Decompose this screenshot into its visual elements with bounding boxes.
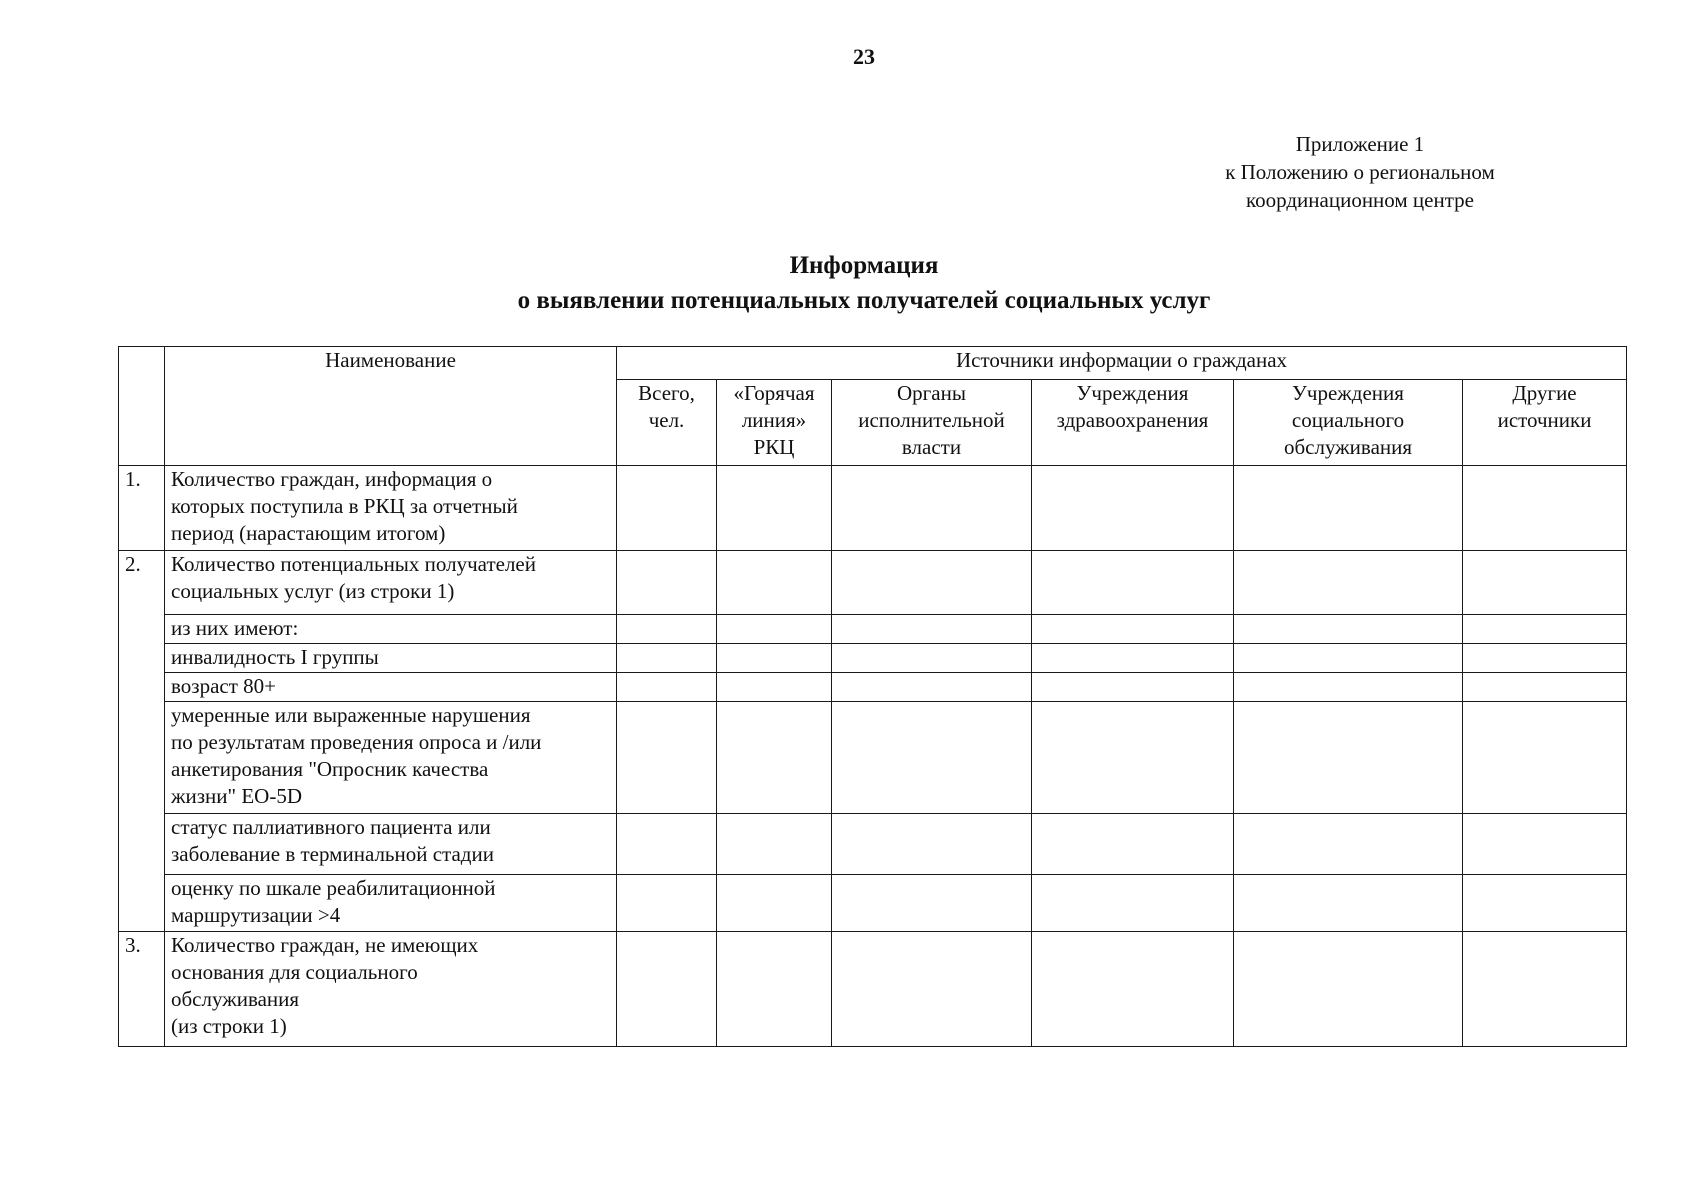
data-cell [1032, 875, 1234, 932]
title-line-2: о выявлении потенциальных получателей социальных услуг [517, 287, 1211, 314]
appendix-line-2: к Положению о региональном [1225, 160, 1495, 184]
column-header-executive-authorities: Органы исполнительной власти [832, 380, 1032, 466]
data-cell [617, 551, 717, 615]
data-cell [1463, 702, 1627, 814]
row-label: инвалидность I группы [165, 644, 617, 673]
table-row [119, 673, 1627, 702]
data-cell [1234, 702, 1463, 814]
data-cell [832, 814, 1032, 875]
data-cell [717, 644, 832, 673]
table-row [119, 814, 1627, 875]
data-cell [617, 932, 717, 1047]
row-number: 1. [119, 466, 165, 551]
table-row [119, 644, 1627, 673]
data-cell [1463, 615, 1627, 644]
data-cell [1032, 466, 1234, 551]
sources-header: Источники информации о гражданах [617, 347, 1627, 380]
column-header-social-service: Учреждения социального обслуживания [1234, 380, 1463, 466]
data-cell [1032, 932, 1234, 1047]
page-number: 23 [853, 44, 875, 69]
data-cell [717, 702, 832, 814]
data-cell [717, 551, 832, 615]
data-cell [1032, 551, 1234, 615]
document-title [300, 248, 1428, 318]
data-cell [1463, 466, 1627, 551]
data-cell [1032, 702, 1234, 814]
data-cell [1463, 875, 1627, 932]
data-cell [1234, 644, 1463, 673]
data-cell [1234, 615, 1463, 644]
data-cell [1463, 814, 1627, 875]
data-cell [1234, 932, 1463, 1047]
data-cell [617, 875, 717, 932]
data-cell [1032, 673, 1234, 702]
data-cell [832, 551, 1032, 615]
data-cell [617, 673, 717, 702]
column-header-total: Всего, чел. [617, 380, 717, 466]
data-cell [1234, 551, 1463, 615]
row-label: оценку по шкале реабилитационной маршрутизации >4 [165, 875, 617, 932]
column-header-other-sources: Другие источники [1463, 380, 1627, 466]
data-cell [617, 615, 717, 644]
data-cell [1234, 814, 1463, 875]
data-cell [832, 702, 1032, 814]
data-cell [832, 932, 1032, 1047]
table-row [119, 702, 1627, 814]
name-header: Наименование [165, 347, 617, 466]
number-header-cell [119, 347, 165, 466]
report-table [118, 346, 1627, 1047]
data-cell [832, 615, 1032, 644]
row-label: из них имеют: [165, 615, 617, 644]
data-cell [1234, 673, 1463, 702]
column-header-hotline: «Горячая линия» РКЦ [717, 380, 832, 466]
data-cell [1463, 673, 1627, 702]
data-cell [832, 644, 1032, 673]
row-number: 3. [119, 932, 165, 1047]
data-cell [617, 644, 717, 673]
data-cell [717, 466, 832, 551]
data-cell [717, 932, 832, 1047]
appendix-line-3: координационном центре [1246, 188, 1474, 212]
data-cell [617, 702, 717, 814]
data-cell [617, 466, 717, 551]
table-row [119, 615, 1627, 644]
data-cell [1032, 644, 1234, 673]
data-cell [617, 814, 717, 875]
row-label: статус паллиативного пациента или заболевание в терминальной стадии [165, 814, 617, 875]
appendix-note [1150, 130, 1570, 214]
appendix-line-1: Приложение 1 [1295, 132, 1425, 156]
row-label: Количество граждан, информация о которых поступила в РКЦ за отчетный период (нарастающим итогом) [165, 466, 617, 551]
data-cell [717, 814, 832, 875]
table-row [119, 551, 1627, 615]
data-cell [717, 673, 832, 702]
data-cell [717, 615, 832, 644]
data-cell [717, 875, 832, 932]
row-label: умеренные или выраженные нарушения по результатам проведения опроса и /или анкетирования "Опросник качества жизни" EO-5D [165, 702, 617, 814]
row-number: 2. [119, 551, 165, 932]
row-label: Количество потенциальных получателей социальных услуг (из строки 1) [165, 551, 617, 615]
data-cell [832, 875, 1032, 932]
data-cell [832, 673, 1032, 702]
table-row [119, 932, 1627, 1047]
title-line-1: Информация [789, 252, 939, 279]
data-cell [1463, 932, 1627, 1047]
column-header-healthcare: Учреждения здравоохранения [1032, 380, 1234, 466]
data-cell [1463, 551, 1627, 615]
data-cell [1234, 466, 1463, 551]
row-label: Количество граждан, не имеющих основания для социального обслуживания (из строки 1) [165, 932, 617, 1047]
table-row [119, 466, 1627, 551]
data-cell [832, 466, 1032, 551]
data-cell [1032, 615, 1234, 644]
data-cell [1032, 814, 1234, 875]
data-cell [1463, 644, 1627, 673]
table-row [119, 875, 1627, 932]
data-cell [1234, 875, 1463, 932]
row-label: возраст 80+ [165, 673, 617, 702]
